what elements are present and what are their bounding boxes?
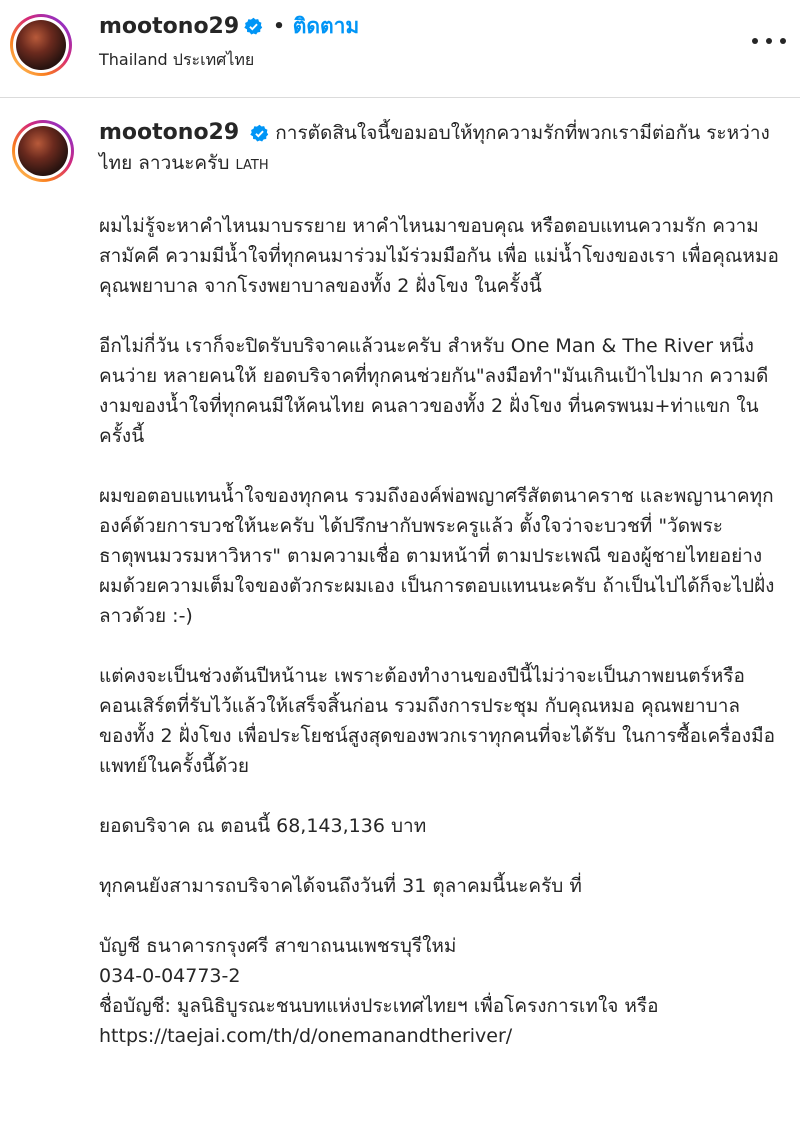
bank-account-number: 034-0-04773-2	[99, 965, 241, 987]
verified-badge-icon	[244, 17, 263, 36]
caption-paragraph: ผมไม่รู้จะหาคำไหนมาบรรยาย หาคำไหนมาขอบคุณ หรือตอบแทนความรัก ความสามัคคี ความมีน้ำใจที่ทุกคนมาร่วมไม้ร่วมมือกัน เพื่อ แม่น้ำโขงของเรา เพื่อคุณหมอ คุณพยาบาล จากโรงพยาบาลของทั้ง 2 ฝั่งโขง ในครั้งนี้	[99, 215, 779, 297]
bank-account-name: บัญชี ธนาคารกรุงศรี สาขาถนนเพชรบุรีใหม่	[99, 935, 457, 957]
caption-text	[99, 118, 779, 1051]
separator-dot: •	[273, 16, 285, 37]
avatar-photo	[16, 20, 66, 70]
donation-url[interactable]: https://taejai.com/th/d/onemanandtheriver/	[99, 1025, 513, 1047]
avatar-photo	[18, 126, 68, 176]
caption-username[interactable]: mootono29	[99, 120, 240, 145]
bank-account-holder: ชื่อบัญชี: มูลนิธิบูรณะชนบทแห่งประเทศไทยฯ เพื่อโครงการเทใจ หรือ	[99, 995, 659, 1017]
caption-paragraph: อีกไม่กี่วัน เราก็จะปิดรับบริจาคแล้วนะครับ สำหรับ One Man & The River หนึ่งคนว่าย หลายคนให้ ยอดบริจาคที่ทุกคนช่วยกัน"ลงมือทำ"มันเกินเป้าไปมาก ความดีงามของน้ำใจที่ทุกคนมีให้คนไทย คนลาวของทั้ง 2 ฝั่งโขง ที่นครพนม+ท่าแขก ในครั้งนี้	[99, 335, 769, 447]
follow-button[interactable]: ติดตาม	[292, 14, 360, 38]
donation-deadline: ทุกคนยังสามารถบริจาคได้จนถึงวันที่ 31 ตุลาคมนี้นะครับ ที่	[99, 875, 582, 897]
caption-paragraph: แต่คงจะเป็นช่วงต้นปีหน้านะ เพราะต้องทำงานของปีนี้ไม่ว่าจะเป็นภาพยนตร์หรือคอนเสิร์ตที่รับไว้แล้วให้เสร็จสิ้นก่อน รวมถึงการประชุม กับคุณหมอ คุณพยาบาล ของทั้ง 2 ฝั่งโขง เพื่อประโยชน์สูงสุดของพวกเราทุกคนที่จะได้รับ ในการซื้อเครื่องมือแพทย์ในครั้งนี้ด้วย	[99, 665, 776, 777]
donation-total: ยอดบริจาค ณ ตอนนี้ 68,143,136 บาท	[99, 815, 427, 837]
caption-intro: การตัดสินใจนี้ขอมอบให้ทุกความรักที่พวกเรามีต่อกัน ระหว่าง ไทย ลาวนะครับ	[99, 122, 770, 174]
avatar[interactable]	[10, 14, 72, 76]
verified-badge-icon	[250, 124, 269, 143]
header-username[interactable]: mootono29	[99, 14, 240, 39]
header-username-row	[99, 10, 359, 43]
caption-avatar[interactable]	[12, 120, 74, 182]
caption-paragraph: ผมขอตอบแทนน้ำใจของทุกคน รวมถึงองค์พ่อพญาศรีสัตตนาคราช และพญานาคทุกองค์ด้วยการบวชให้นะครับ ได้ปรึกษากับพระครูแล้ว ตั้งใจว่าจะบวชที่ "วัดพระธาตุพนมวรมหาวิหาร" ตามความเชื่อ ตามหน้าที่ ตามประเพณี ของผู้ชายไทยอย่างผมด้วยความเต็มใจของตัวกระผมเอง เป็นการตอบแทนนะครับ ถ้าเป็นไปได้ก็จะไปฝั่งลาวด้วย :-)	[99, 485, 775, 627]
more-options-icon[interactable]	[752, 34, 786, 48]
post-caption-section	[0, 98, 800, 1051]
post-header	[0, 0, 800, 98]
caption-tag: LATH	[235, 158, 269, 173]
location-link[interactable]: Thailand ประเทศไทย	[99, 50, 255, 69]
